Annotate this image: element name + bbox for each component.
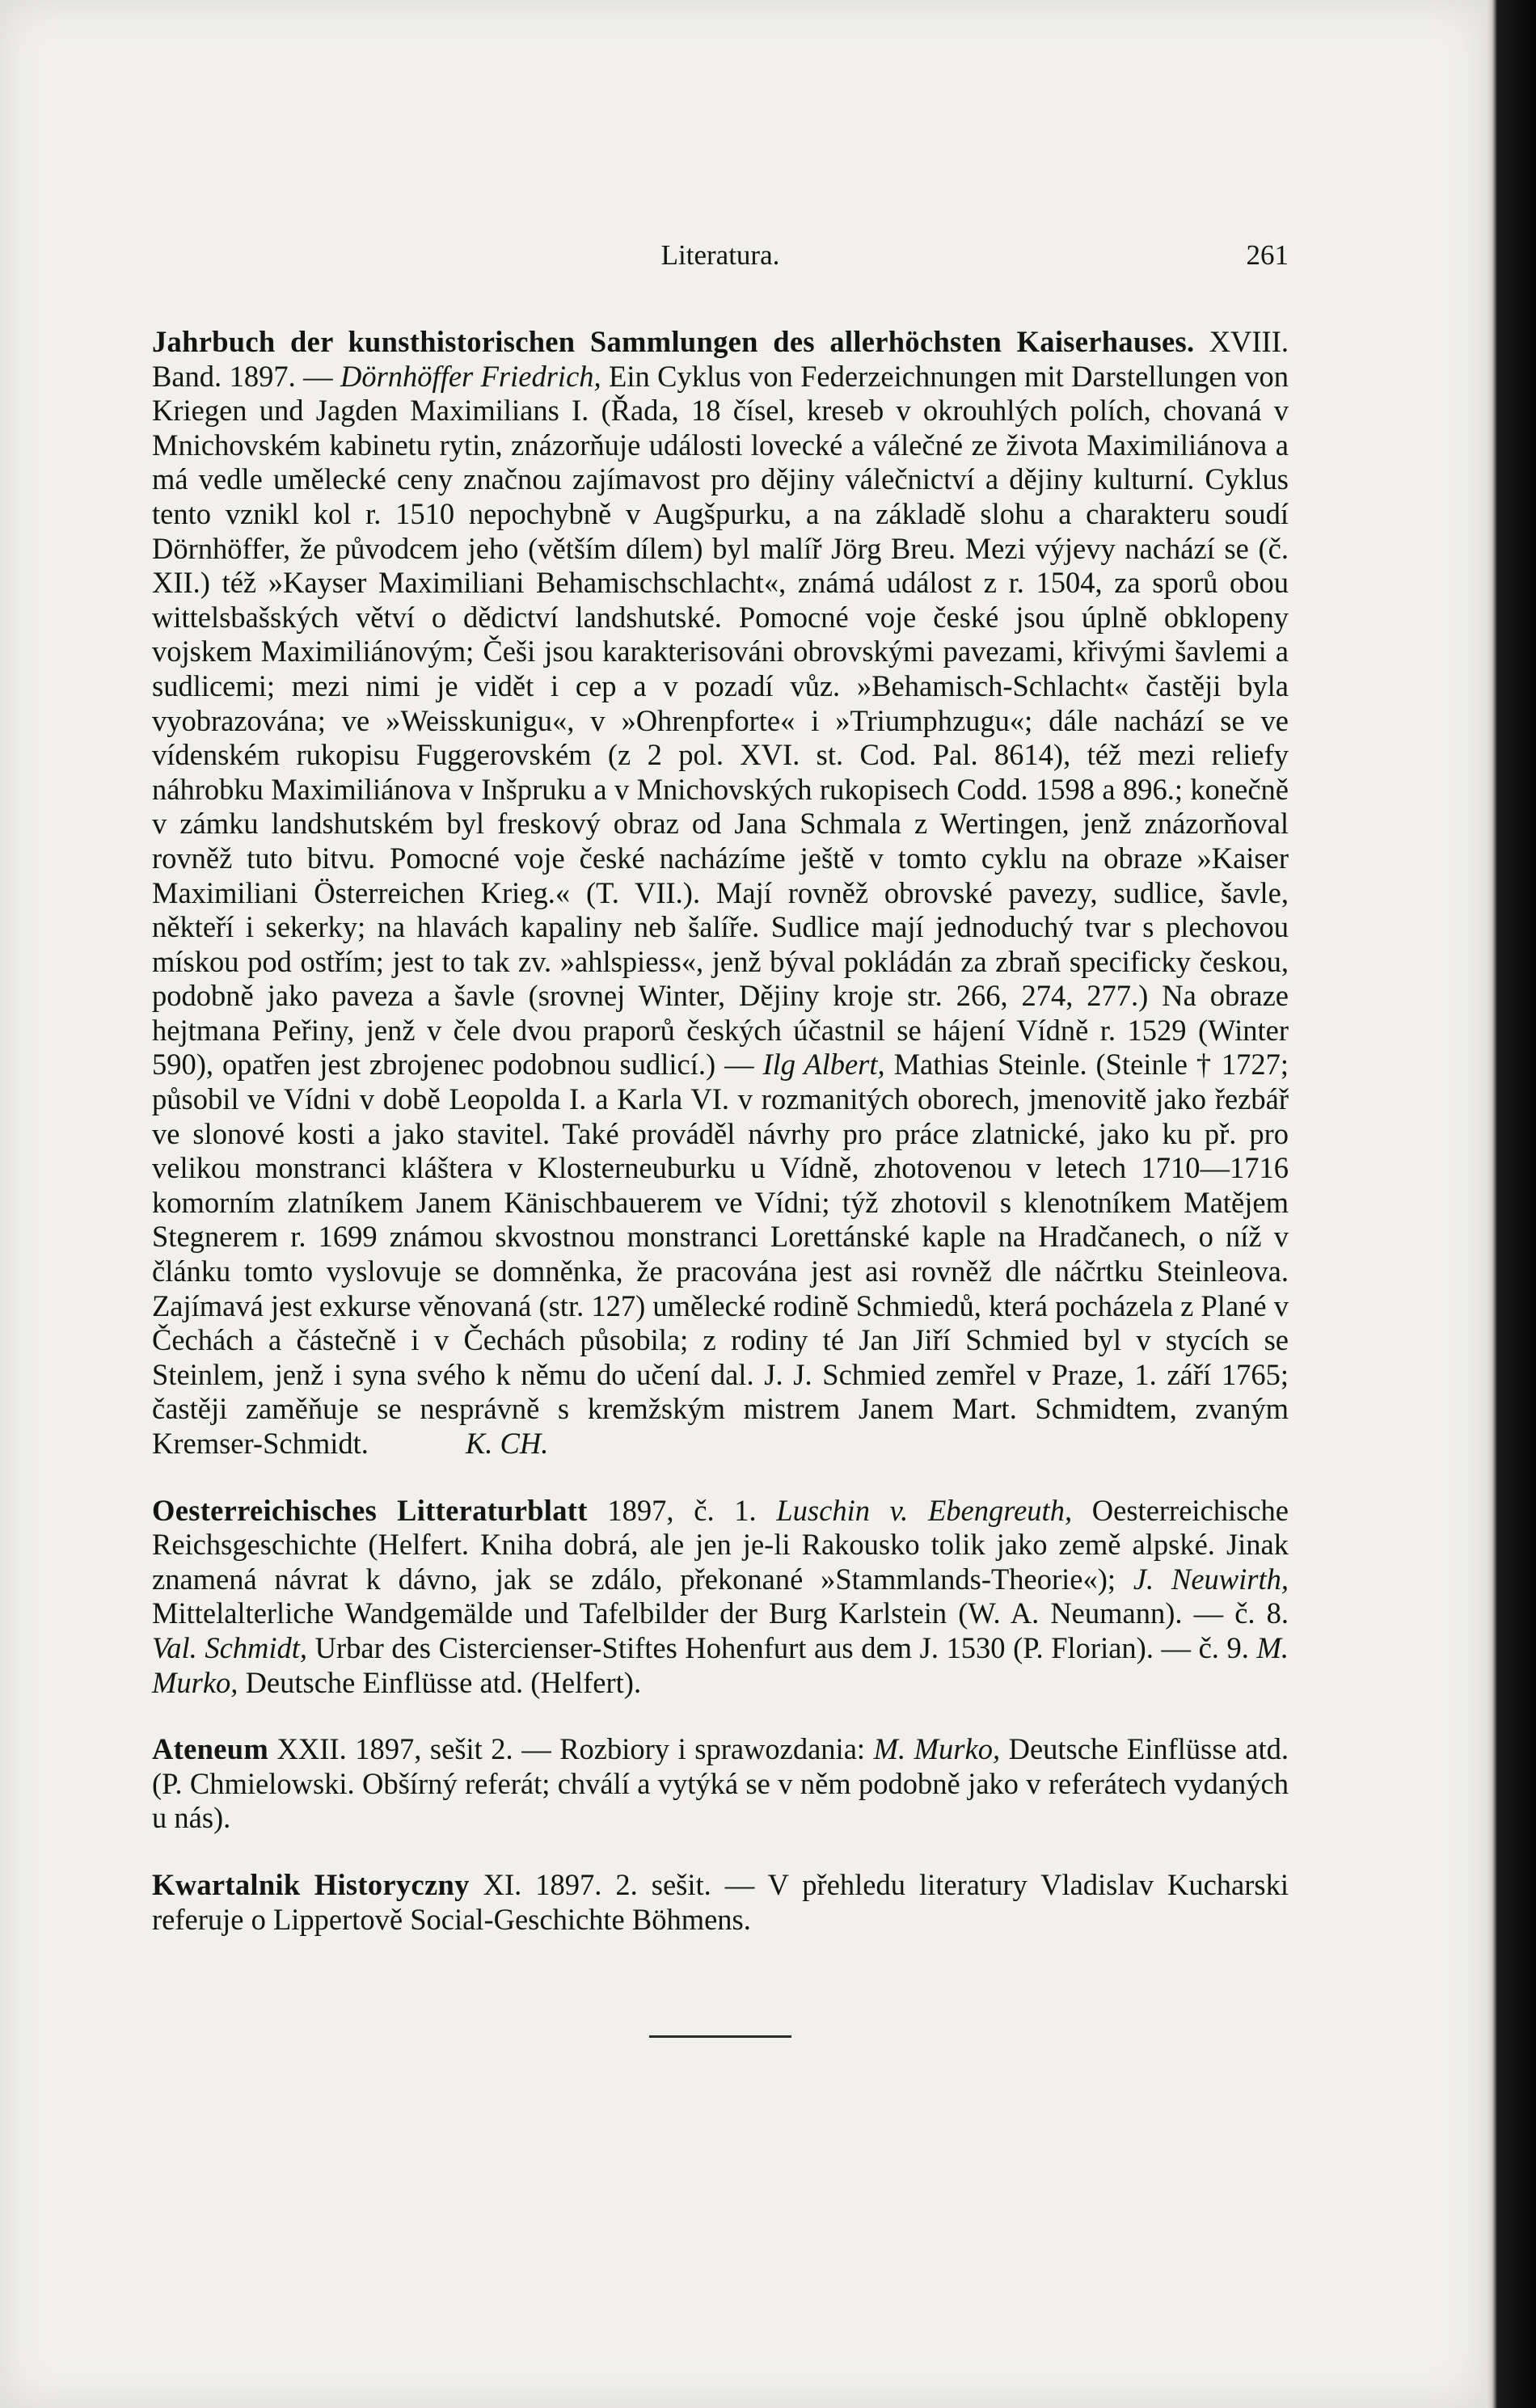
entry-text: Urbar des Cistercienser-Stiftes Hohenfurt aus dem J. 1530 (P. Florian). — č. 9. [307, 1630, 1257, 1664]
author-name: Luschin v. Ebengreuth, [776, 1493, 1073, 1527]
entry-text: XI. 1897. 2. sešit. — V přehledu literatury Vladislav Kucharski referuje o Lippertově Social-Geschichte Böhmens. [152, 1867, 1289, 1936]
entry-text: XVIII. Band. 1897. — [152, 325, 1289, 393]
author-name: M. Murko, [873, 1732, 1001, 1766]
entry-text: Mathias Steinle. (Steinle † 1727; působil ve Vídni v době Leopolda I. a Karla VI. v rozmanitých oborech, jmenovitě jako řezbář ve slonové kosti a jako stavitel. Také prováděl návrhy pro práce zlatnické, jako ku př. pro velikou monstranci kláštera v Klosterneuburku u Vídně, zhotovenou v letech 1710—1716 komorním zlatníkem Janem Känischbauerem ve Vídni; týž zhotovil s klenotníkem Matějem Stegnerem r. 1699 známou skvostnou monstranci Lorettánské kaple na Hradčanech, o níž v článku tomto vyslovuje se domněnka, že pracována jest asi rovněž dle náčrtku Steinleova. Zajímavá jest exkurse věnovaná (str. 127) umělecké rodině Schmiedů, která pocházela z Plané v Čechách a částečně i v Čechách působila; z rodiny té Jan Jiří Schmied byl v stycích se Steinlem, jenž i syna svého k němu do učení dal. J. J. Schmied zemřel v Praze, 1. září 1765; častěji zaměňuje se nesprávně s kremžským mistrem Janem Mart. Schmidtem, zvaným Kremser-Schmidt. [152, 1048, 1289, 1460]
review-entry-ateneum [152, 1732, 1289, 1836]
author-name: Val. Schmidt, [152, 1630, 308, 1664]
entry-text: XXII. 1897, sešit 2. — Rozbiory i sprawozdania: [268, 1732, 874, 1766]
review-entry-litteraturblatt [152, 1494, 1289, 1701]
page-number: 261 [1246, 239, 1289, 271]
entry-text: Deutsche Einflüsse atd. (Helfert). [238, 1665, 642, 1699]
journal-title: Ateneum [152, 1732, 269, 1766]
journal-title: Oesterreichisches Litteraturblatt [152, 1493, 588, 1527]
entry-text: Ein Cyklus von Federzeichnungen mit Darstellungen von Kriegen und Jagden Maximilians I. (Řada, 18 čísel, kreseb v okrouhlých polích, chovaná v Mnichovském kabinetu rytin, znázorňuje události lovecké a válečné ze života Maximiliánova a má vedle umělecké ceny značnou zajímavost pro dějiny válečnictví a dějiny kulturní. Cyklus tento vznikl kol r. 1510 nepochybně v Augšpurku, a na základě slohu a charakteru soudí Dörnhöffer, že původcem jeho (větším dílem) byl malíř Jörg Breu. Mezi výjevy nachází se (č. XII.) též »Kayser Maximiliani Behamischschlacht«, známá událost z r. 1504, za sporů obou wittelsbašských větví o dědictví landshutské. Pomocné voje české jsou úplně obklopeny vojskem Maximiliánovým; Češi jsou karakterisováni obrovskými pavezami, křivými šavlemi a sudlicemi; mezi nimi je vidět i cep a v pozadí vůz. »Behamisch-Schlacht« častěji byla vyobrazována; ve »Weisskunigu«, v »Ohrenpforte« i »Triumphzugu«; dále nachází se ve vídenském rukopisu Fuggerovském (z 2 pol. XVI. st. Cod. Pal. 8614), též mezi reliefy náhrobku Maximiliánova v Inšpruku a v Mnichovských rukopisech Codd. 1598 a 896.; konečně v zámku landshutském byl freskový obraz od Jana Schmala z Wertingen, jenž znázorňoval rovněž tuto bitvu. Pomocné voje české nacházíme ještě v tomto cyklu na obraze »Kaiser Maximiliani Österreichen Krieg.« (T. VII.). Mají rovněž obrovské pavezy, sudlice, šavle, někteří i sekerky; na hlavách kapaliny neb šalíře. Sudlice mají jednoduchý tvar s plechovou mískou pod ostřím; jest to tak zv. »ahlspiess«, jenž býval pokládán za zbraň specificky českou, podobně jako paveza a šavle (srovnej Winter, Dějiny kroje str. 266, 274, 277.) Na obraze hejtmana Peřiny, jenž v čele dvou praporů českých účastnil se hájení Vídně r. 1529 (Winter 590), opatřen jest zbrojenec podobnou sudlicí.) — [152, 359, 1289, 1082]
entry-text: 1897, č. 1. [587, 1493, 777, 1527]
entry-text: Oesterreichische Reichsgeschichte (Helfert. Kniha dobrá, ale jen je-li Rakousko tolik jako země alpské. Jinak znamená návrat k dávno, jak se zdálo, překonané »Stammlands-Theorie«); [152, 1493, 1289, 1596]
section-divider [649, 2035, 791, 2038]
scan-edge [1486, 0, 1536, 2408]
review-entry-jahrbuch [152, 325, 1289, 1461]
reviewer-signature: K. CH. [465, 1427, 549, 1460]
entry-text: Deutsche Einflüsse atd. (P. Chmielowski. Obšírný referát; chválí a vytýká se v něm podobně jako v referátech vydaných u nás). [152, 1732, 1289, 1835]
entry-text: Mittelalterliche Wandgemälde und Tafelbilder der Burg Karlstein (W. A. Neumann). — č. 8. [152, 1596, 1289, 1630]
running-header [152, 239, 1289, 288]
page-content [152, 239, 1289, 2038]
journal-title: Kwartalnik Historyczny [152, 1867, 470, 1901]
author-name: J. Neuwirth, [1133, 1562, 1289, 1596]
running-title: Literatura. [660, 239, 780, 271]
author-name: Ilg Albert, [762, 1048, 885, 1082]
review-entry-kwartalnik [152, 1868, 1289, 1937]
author-name: M. Murko, [152, 1630, 1289, 1699]
journal-title: Jahrbuch der kunsthistorischen Sammlungen des allerhöchsten Kaiserhauses. [152, 325, 1195, 358]
author-name: Dörnhöffer Friedrich, [340, 359, 601, 393]
